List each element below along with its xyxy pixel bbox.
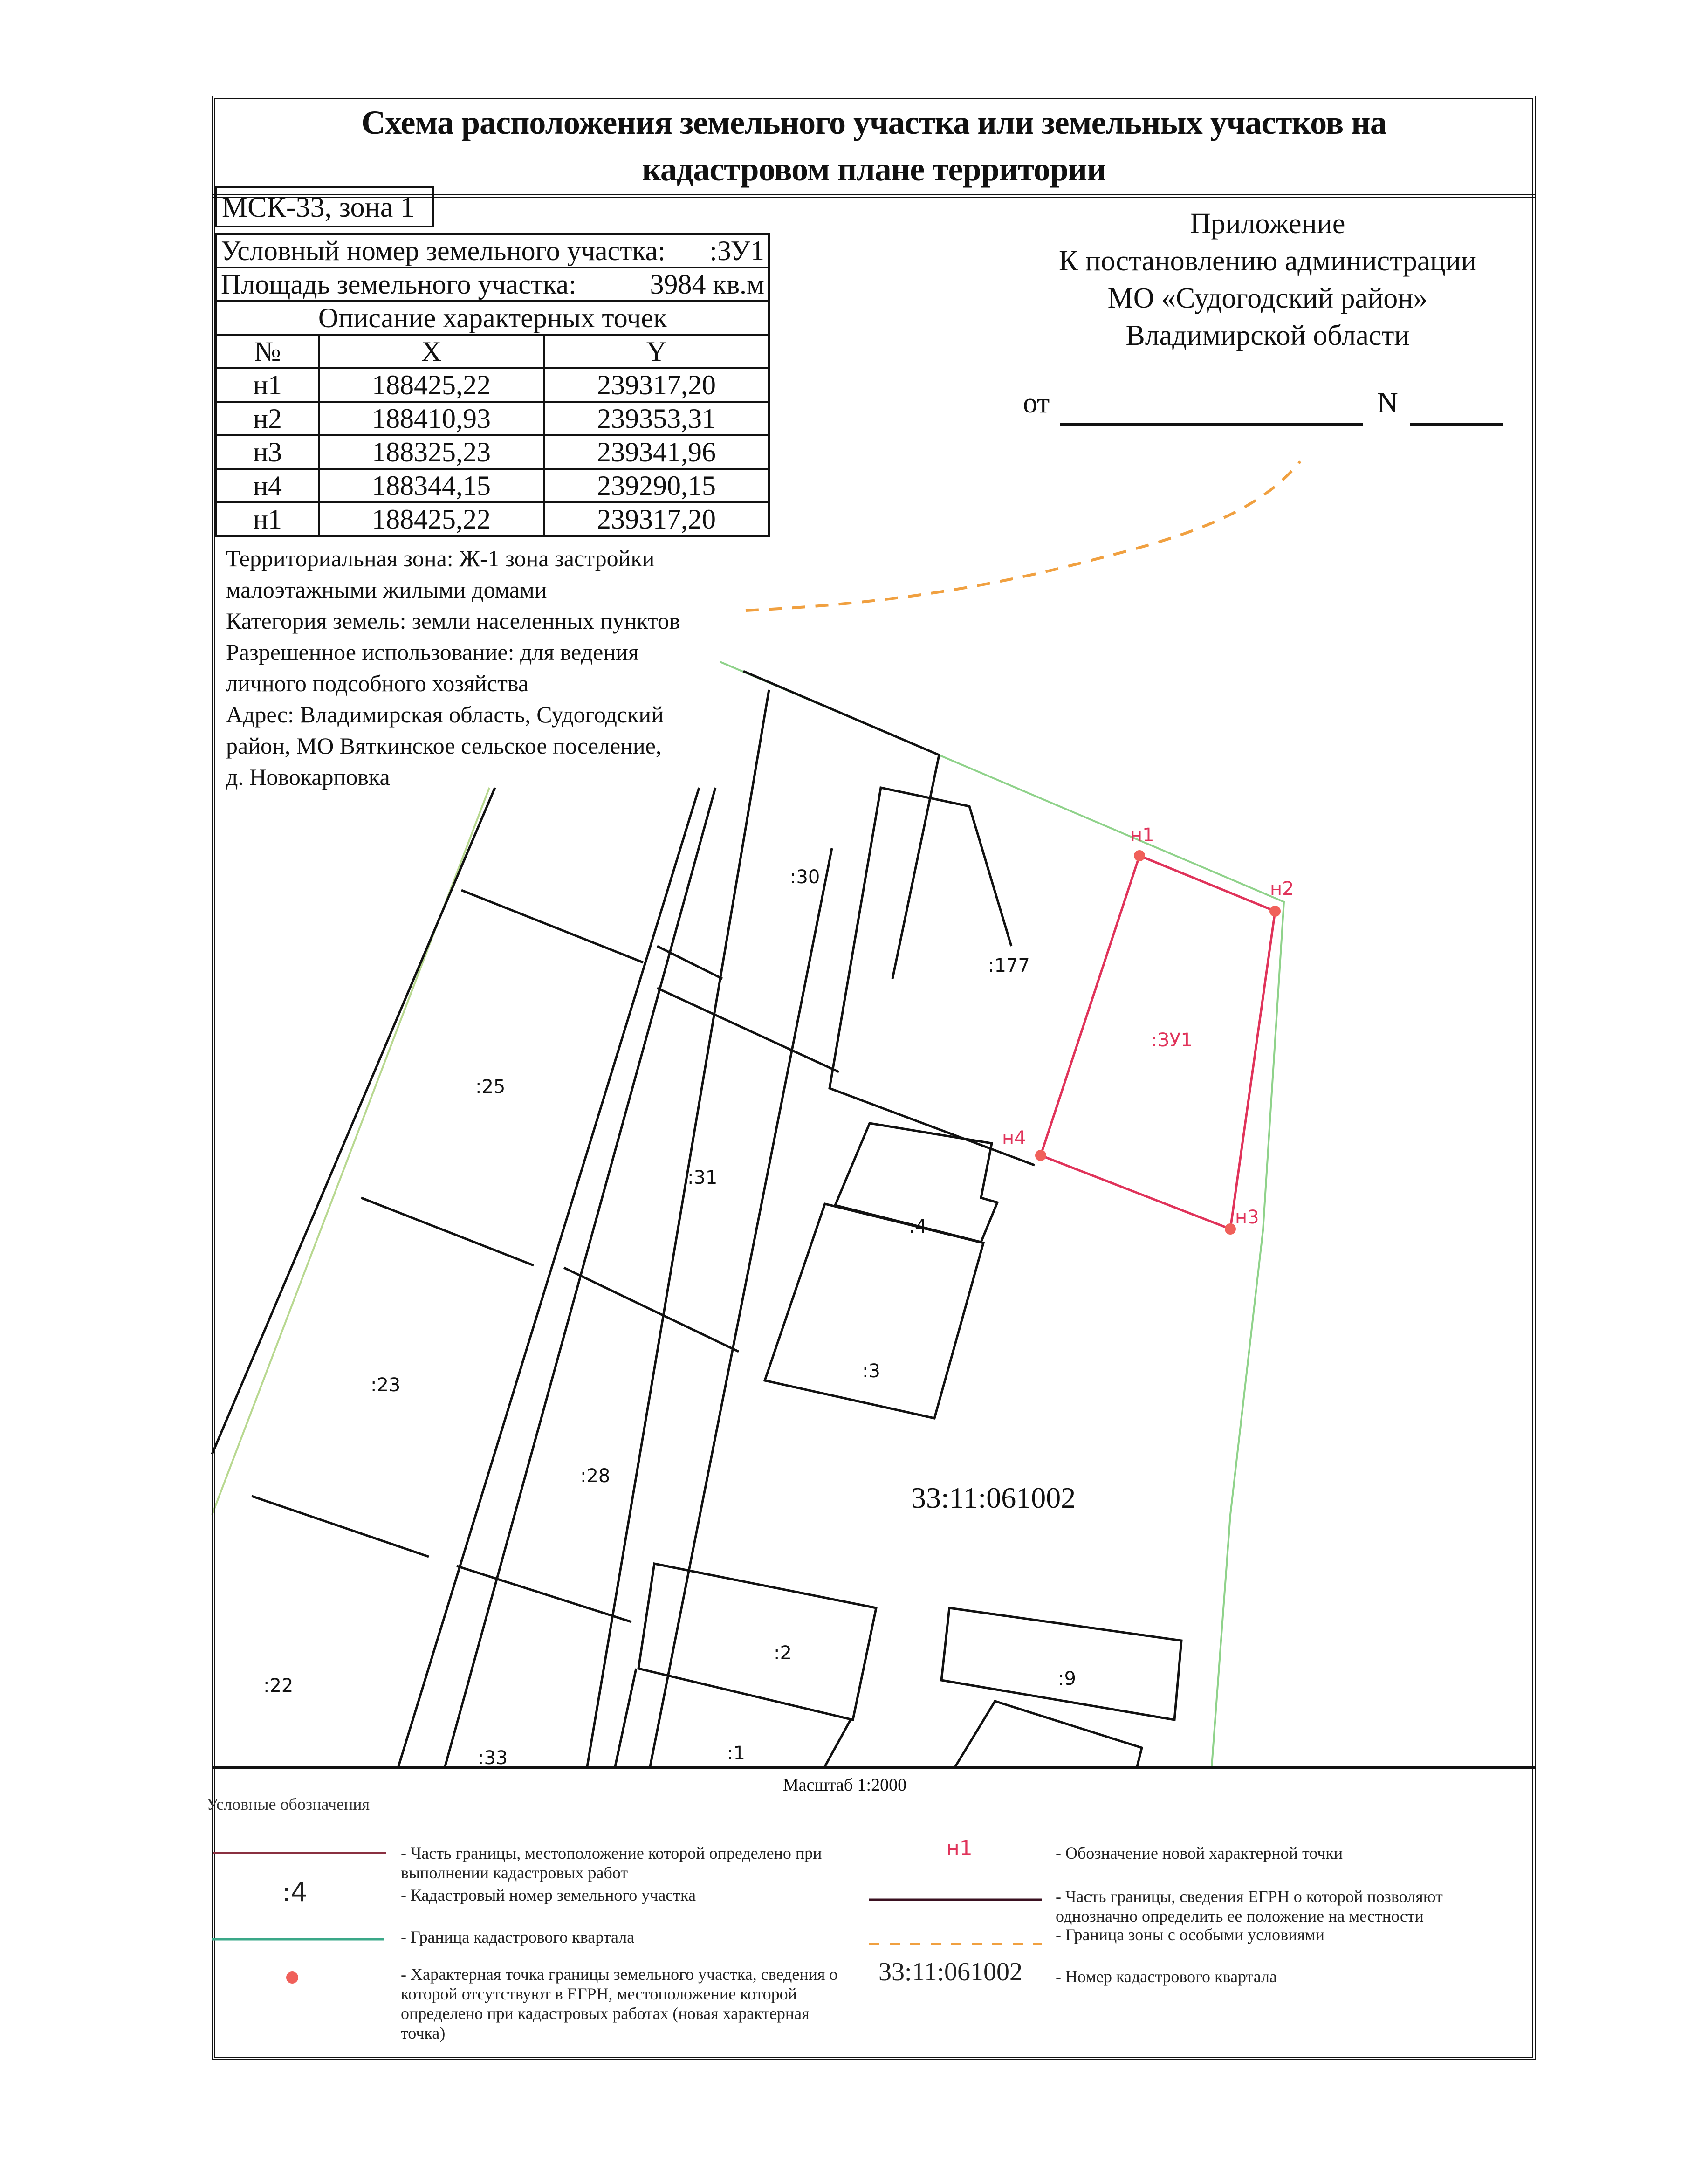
point-x: 188410,93 [319, 402, 544, 435]
title-line-1: Схема расположения земельного участка или земельных участков на [361, 104, 1386, 141]
legend-item-text: - Номер кадастрового квартала [1056, 1967, 1277, 1986]
kvartal-number: 33:11:061002 [911, 1481, 1076, 1514]
parcel-label: :28 [580, 1465, 611, 1487]
point-x: 188425,22 [319, 368, 544, 402]
table-header-row [216, 335, 769, 368]
point-id: н4 [216, 469, 319, 502]
map-bottom-divider [212, 1766, 1536, 1769]
legend-orange-dashed-line-icon [869, 1941, 1042, 1947]
parcel-label: :1 [727, 1743, 745, 1764]
conditional-number-row [216, 234, 769, 268]
new-parcel-label: :ЗУ1 [1151, 1030, 1193, 1051]
map-scale: Масштаб 1:2000 [783, 1775, 907, 1795]
legend-parcel-number-symbol: :4 [282, 1877, 308, 1908]
legend-point-label-symbol: н1 [946, 1836, 973, 1860]
parcel-label: :33 [478, 1747, 508, 1769]
table-row [216, 469, 769, 502]
parcel-label: :23 [371, 1374, 401, 1396]
point-x: 188344,15 [319, 469, 544, 502]
point-label-n2: н2 [1270, 878, 1294, 900]
legend-black-line-icon [869, 1897, 1042, 1902]
parcel-label: :22 [263, 1675, 294, 1696]
date-label: от [1023, 387, 1050, 419]
header-y: Y [544, 335, 769, 368]
parcel-label: :4 [909, 1216, 927, 1237]
point-id: н1 [216, 368, 319, 402]
point-y: 239290,15 [544, 469, 769, 502]
table-row [216, 502, 769, 536]
legend-item-text: - Граница зоны с особыми условиями [1056, 1925, 1324, 1944]
parcel-label: :3 [862, 1360, 880, 1382]
legend-item-text: - Граница кадастрового квартала [401, 1928, 635, 1946]
parcel-points-table [215, 233, 770, 537]
legend-red-line-icon [213, 1850, 386, 1856]
parcel-label: :9 [1058, 1668, 1076, 1690]
header-x: X [319, 335, 544, 368]
resolution-date-number [1023, 387, 1508, 429]
parcel-label: :30 [790, 866, 820, 888]
legend-item-text: - Кадастровый номер земельного участка [401, 1886, 696, 1904]
table-row [216, 435, 769, 469]
appendix-line: Приложение [1190, 208, 1345, 240]
area-label: Площадь земельного участка: [221, 269, 576, 300]
point-x: 188425,22 [319, 502, 544, 536]
appendix-line: К постановлению администрации [1058, 245, 1476, 277]
appendix-line: Владимирской области [1125, 320, 1410, 351]
legend-item-text: - Обозначение новой характерной точки [1056, 1844, 1343, 1862]
parcel-info [226, 543, 767, 793]
point-label-n3: н3 [1235, 1207, 1259, 1228]
point-y: 239341,96 [544, 435, 769, 469]
header-number: № [216, 335, 319, 368]
point-x: 188325,23 [319, 435, 544, 469]
legend-title: Условные обозначения [206, 1795, 370, 1813]
point-id: н3 [216, 435, 319, 469]
conditional-number-label: Условный номер земельного участка: [221, 235, 666, 266]
date-field[interactable] [1060, 423, 1363, 426]
parcel-label: :25 [475, 1076, 506, 1098]
info-line: Территориальная зона: Ж-1 зона застройки [226, 545, 655, 571]
table-row [216, 368, 769, 402]
document-title [212, 96, 1536, 198]
appendix-line: МО «Судогодский район» [1107, 282, 1428, 314]
area-value: 3984 кв.м [650, 269, 764, 300]
legend-item-text: - Часть границы, сведения ЕГРН о которой позволяют однозначно определить ее положение на местности [1056, 1887, 1443, 1925]
point-id: н1 [216, 502, 319, 536]
conditional-number-value: :ЗУ1 [709, 235, 764, 266]
point-y: 239353,31 [544, 402, 769, 435]
point-label-n1: н1 [1130, 824, 1154, 846]
legend-item-text: - Характерная точка границы земельного участка, сведения о которой отсутствуют в ЕГРН, местоположение которой определено при кадастровых работах (новая характерная точка) [401, 1965, 838, 2042]
area-row [216, 268, 769, 301]
legend-item-text: - Часть границы, местоположение которой определено при выполнении кадастровых работ [401, 1844, 822, 1882]
info-line: Категория земель: земли населенных пунктов [226, 608, 680, 634]
number-field[interactable] [1410, 423, 1503, 426]
info-line: личного подсобного хозяйства [226, 670, 529, 696]
info-line: Разрешенное использование: для ведения [226, 639, 639, 665]
table-row [216, 402, 769, 435]
info-line: малоэтажными жилыми домами [226, 577, 547, 603]
point-id: н2 [216, 402, 319, 435]
point-label-n4: н4 [1002, 1127, 1026, 1149]
appendix-block [1007, 205, 1529, 354]
parcel-label: :31 [687, 1167, 718, 1188]
coordinate-system: МСК-33, зона 1 [215, 186, 434, 227]
number-label: N [1377, 387, 1398, 419]
parcel-label: :2 [774, 1642, 792, 1664]
legend-kvartal-number-symbol: 33:11:061002 [878, 1957, 1023, 1986]
parcel-label: :177 [988, 955, 1030, 976]
title-line-2: кадастровом плане территории [642, 151, 1106, 188]
point-y: 239317,20 [544, 368, 769, 402]
legend-red-dot-icon [285, 1971, 299, 1985]
points-caption: Описание характерных точек [216, 301, 769, 335]
point-y: 239317,20 [544, 502, 769, 536]
legend-green-line-icon [212, 1937, 384, 1942]
info-line: д. Новокарповка [226, 764, 390, 790]
info-line: район, МО Вяткинское сельское поселение, [226, 733, 662, 759]
info-line: Адрес: Владимирская область, Судогодский [226, 701, 664, 728]
